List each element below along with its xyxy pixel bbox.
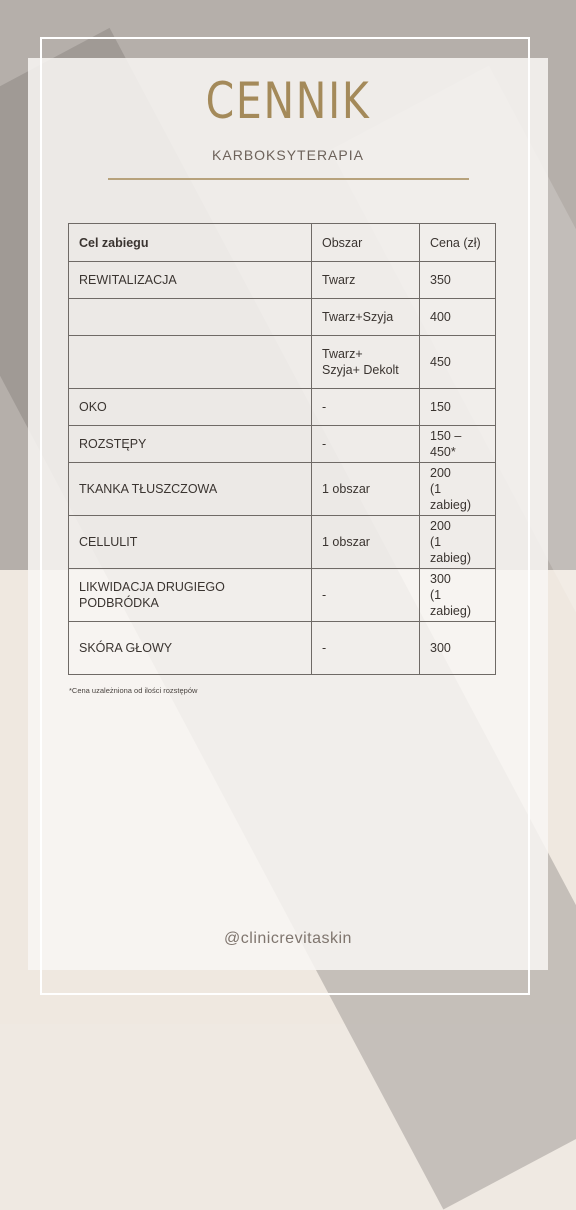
- cell-price: 200 (1 zabieg): [420, 516, 496, 569]
- table-row: [69, 262, 496, 299]
- cell-area: 1 obszar: [312, 516, 420, 569]
- cell-area: -: [312, 389, 420, 426]
- table-row: [69, 426, 496, 463]
- cell-treatment: LIKWIDACJA DRUGIEGO PODBRÓDKA: [69, 569, 312, 622]
- table-row: [69, 622, 496, 675]
- footnote: *Cena uzależniona od ilości rozstępów: [69, 686, 198, 695]
- cell-treatment: TKANKA TŁUSZCZOWA: [69, 463, 312, 516]
- table-header-row: [69, 224, 496, 262]
- cell-treatment: [69, 299, 312, 336]
- cell-area: Twarz: [312, 262, 420, 299]
- price-table: [68, 223, 496, 675]
- cell-price: 150: [420, 389, 496, 426]
- table-row: [69, 569, 496, 622]
- cell-price: 300 (1 zabieg): [420, 569, 496, 622]
- cell-treatment: OKO: [69, 389, 312, 426]
- social-handle: @clinicrevitaskin: [224, 930, 352, 947]
- table-row: [69, 336, 496, 389]
- cell-area: 1 obszar: [312, 463, 420, 516]
- cell-area: -: [312, 569, 420, 622]
- cell-treatment: [69, 336, 312, 389]
- table-row: [69, 463, 496, 516]
- page-title: CENNIK: [205, 72, 371, 130]
- cell-treatment: ROZSTĘPY: [69, 426, 312, 463]
- column-header-price: Cena (zł): [420, 224, 496, 262]
- cell-price: 300: [420, 622, 496, 675]
- cell-price: 350: [420, 262, 496, 299]
- cell-price: 200 (1 zabieg): [420, 463, 496, 516]
- column-header-area: Obszar: [312, 224, 420, 262]
- table-row: [69, 299, 496, 336]
- cell-area: Twarz+ Szyja+ Dekolt: [312, 336, 420, 389]
- cell-price: 450: [420, 336, 496, 389]
- cell-area: -: [312, 622, 420, 675]
- column-header-treatment: Cel zabiegu: [69, 224, 312, 262]
- cell-treatment: REWITALIZACJA: [69, 262, 312, 299]
- cell-area: -: [312, 426, 420, 463]
- table-row: [69, 389, 496, 426]
- title-divider: [108, 178, 469, 180]
- cell-area: Twarz+Szyja: [312, 299, 420, 336]
- table-row: [69, 516, 496, 569]
- page-subtitle: KARBOKSYTERAPIA: [212, 147, 364, 163]
- cell-price: 400: [420, 299, 496, 336]
- cell-treatment: SKÓRA GŁOWY: [69, 622, 312, 675]
- cell-treatment: CELLULIT: [69, 516, 312, 569]
- cell-price: 150 – 450*: [420, 426, 496, 463]
